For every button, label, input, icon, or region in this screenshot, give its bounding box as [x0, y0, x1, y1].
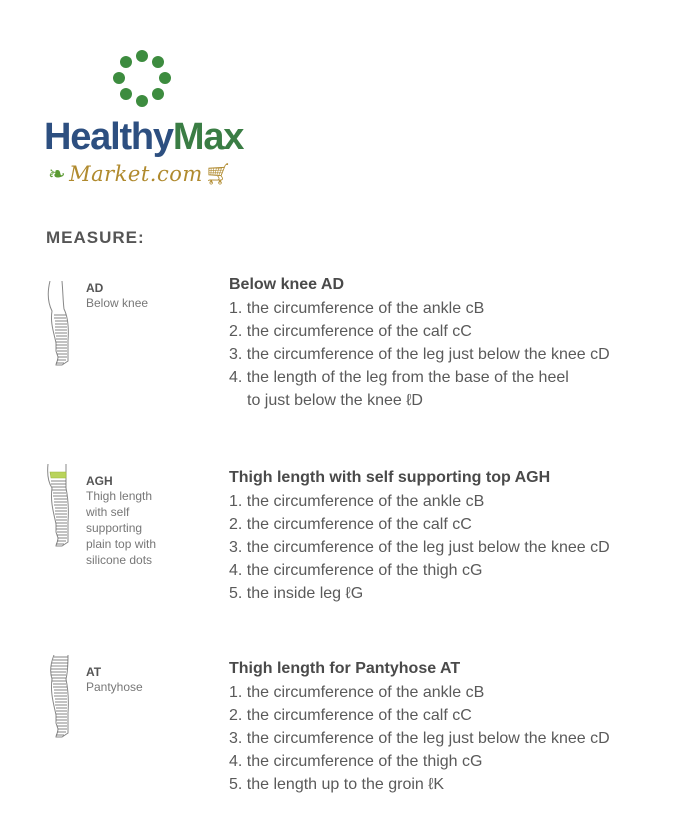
section-description: Pantyhose	[86, 680, 143, 694]
section-description: Below knee	[86, 296, 149, 310]
step-item: 4. the circumference of the thigh cG	[229, 753, 483, 770]
section-title: Thigh length for Pantyhose AT	[229, 660, 461, 677]
measurement-steps	[229, 681, 610, 796]
cart-icon: 🛒︎	[204, 162, 232, 186]
step-item: 5. the length up to the groin ℓK	[229, 776, 445, 793]
section-code: AD	[86, 281, 104, 295]
logo-dots-icon	[112, 50, 172, 110]
step-item: 3. the circumference of the leg just below the knee cD	[229, 539, 610, 556]
step-item: 4. the length of the leg from the base of the heel	[229, 369, 569, 386]
leaf-icon: ❧	[48, 162, 67, 186]
section-description: Thigh length with self supporting plain top with silicone dots	[86, 489, 157, 567]
step-item: 2. the circumference of the calf cC	[229, 707, 472, 724]
thigh-length-leg-icon	[44, 464, 78, 556]
step-item: 1. the circumference of the ankle cB	[229, 493, 485, 510]
step-item: 1. the circumference of the ankle cB	[229, 684, 485, 701]
section-title: Thigh length with self supporting top AGH	[229, 469, 551, 486]
brand-name: HealthyMax	[44, 116, 244, 158]
measurement-steps	[229, 297, 610, 412]
step-item: to just below the knee ℓD	[247, 392, 423, 409]
step-item: 5. the inside leg ℓG	[229, 585, 364, 602]
step-item: 1. the circumference of the ankle cB	[229, 300, 485, 317]
brand-logo	[44, 50, 244, 190]
section-title: Below knee AD	[229, 276, 344, 293]
measure-heading: MEASURE:	[46, 228, 145, 247]
pantyhose-leg-icon	[44, 655, 78, 747]
section-code: AT	[86, 665, 102, 679]
step-item: 4. the circumference of the thigh cG	[229, 562, 483, 579]
measurement-steps	[229, 490, 610, 605]
brand-subtitle: ❧ Market.com🛒︎	[48, 162, 232, 186]
below-knee-leg-icon	[44, 281, 78, 373]
step-item: 2. the circumference of the calf cC	[229, 516, 472, 533]
step-item: 3. the circumference of the leg just below the knee cD	[229, 346, 610, 363]
section-code: AGH	[86, 474, 113, 488]
step-item: 3. the circumference of the leg just below the knee cD	[229, 730, 610, 747]
step-item: 2. the circumference of the calf cC	[229, 323, 472, 340]
